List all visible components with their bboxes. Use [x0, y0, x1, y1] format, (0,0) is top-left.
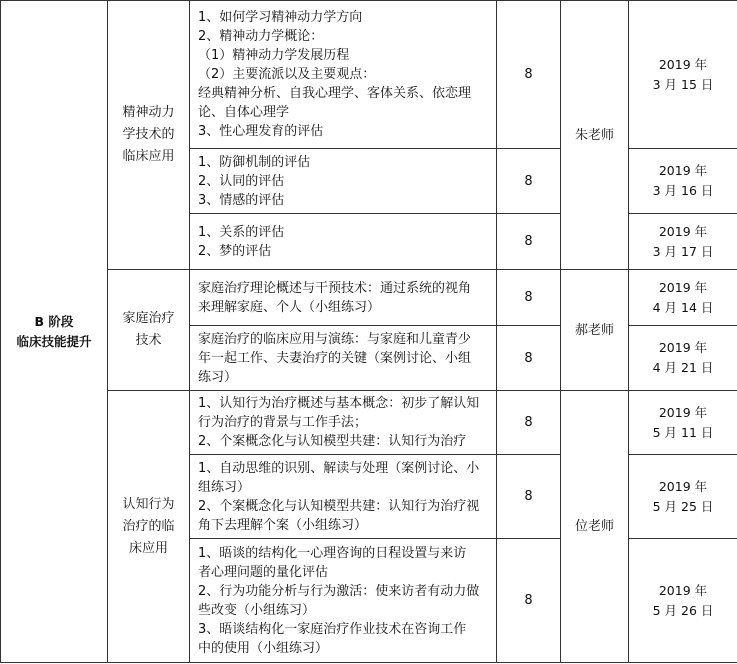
- content-line: 1、认知行为治疗概述与基本概念：初步了解认知: [198, 396, 480, 411]
- content-line: 来理解家庭、个人（小组练习）: [198, 299, 381, 315]
- content-line: 1、关系的评估: [198, 224, 285, 240]
- content-cell: [190, 391, 497, 455]
- date-year: 2019 年: [658, 582, 708, 598]
- content-line: （2）主要流派以及主要观点：: [198, 67, 376, 82]
- date-year: 2019 年: [658, 163, 708, 178]
- date-year: 2019 年: [658, 223, 708, 239]
- content-line: 中的使用（小组练习）: [198, 640, 329, 656]
- course-title-line: 家庭治疗: [122, 311, 175, 326]
- course-title-line: 认知行为: [122, 496, 175, 512]
- date-cell: [629, 391, 737, 455]
- content-line: 些改变（小组练习）: [198, 602, 316, 618]
- course-title-line: 治疗的临: [122, 518, 175, 534]
- date-day: 3 月 16 日: [652, 183, 714, 198]
- date-year: 2019 年: [658, 478, 708, 494]
- content-line: 行为治疗的背景与工作手法；: [198, 415, 368, 430]
- date-cell: [629, 214, 737, 270]
- course-cell: [108, 1, 190, 270]
- content-cell: [190, 455, 497, 539]
- date-cell: [629, 455, 737, 539]
- content-line: 1、晤谈的结构化一心理咨询的日程设置与来访: [198, 545, 467, 561]
- hours-cell: 8: [497, 391, 561, 455]
- content-line: 3、性心理发育的评估: [198, 124, 324, 139]
- date-year: 2019 年: [658, 340, 708, 355]
- date-year: 2019 年: [658, 56, 708, 72]
- course-title-line: 床应用: [128, 540, 168, 556]
- date-day: 3 月 17 日: [652, 243, 714, 259]
- stage-title: 临床技能提升: [16, 333, 92, 349]
- content-line: 家庭治疗的临床应用与演练：与家庭和儿童青少: [198, 331, 472, 347]
- content-cell: [190, 1, 497, 149]
- date-year: 2019 年: [658, 404, 708, 420]
- hours-cell: 8: [497, 214, 561, 270]
- teacher-cell: 位老师: [561, 391, 629, 663]
- content-cell: [190, 326, 497, 391]
- course-title-line: 精神动力: [122, 105, 175, 120]
- date-day: 4 月 14 日: [652, 299, 714, 315]
- hours-cell: 8: [497, 539, 561, 663]
- content-line: （1）精神动力学发展历程: [198, 48, 350, 63]
- date-cell: [629, 326, 737, 391]
- content-line: 3、晤谈结构化一家庭治疗作业技术在咨询工作: [198, 621, 467, 637]
- table-row: [1, 1, 737, 149]
- course-cell: [108, 270, 190, 391]
- content-line: 2、梦的评估: [198, 243, 272, 259]
- content-line: 经典精神分析、自我心理学、客体关系、依恋理: [198, 86, 472, 101]
- content-line: 2、认同的评估: [198, 173, 285, 189]
- date-day: 3 月 15 日: [652, 76, 714, 92]
- date-year: 2019 年: [658, 279, 708, 295]
- date-day: 4 月 21 日: [652, 360, 714, 375]
- course-title-line: 学技术的: [122, 127, 175, 142]
- content-line: 1、自动思维的识别、解读与处理（案例讨论、小: [198, 460, 480, 476]
- hours-cell: 8: [497, 1, 561, 149]
- content-line: 1、防御机制的评估: [198, 154, 311, 170]
- date-day: 5 月 26 日: [652, 602, 714, 618]
- content-line: 练习）: [198, 369, 238, 385]
- content-line: 2、精神动力学概论：: [198, 29, 324, 44]
- hours-cell: 8: [497, 326, 561, 391]
- content-cell: [190, 539, 497, 663]
- course-title-line: 技术: [135, 333, 162, 348]
- date-cell: [629, 270, 737, 326]
- content-line: 者心理问题的量化评估: [198, 564, 329, 580]
- stage-cell: [1, 1, 108, 663]
- date-cell: [629, 539, 737, 663]
- content-line: 2、个案概念化与认知模型共建：认知行为治疗视: [198, 498, 480, 514]
- teacher-cell: 朱老师: [561, 1, 629, 270]
- content-line: 论、自体心理学: [198, 105, 290, 120]
- hours-cell: 8: [497, 270, 561, 326]
- date-cell: [629, 1, 737, 149]
- content-line: 1、如何学习精神动力学方向: [198, 10, 363, 25]
- course-title-line: 临床应用: [122, 149, 175, 164]
- content-line: 年一起工作、夫妻治疗的关键（案例讨论、小组: [198, 350, 472, 366]
- course-cell: [108, 391, 190, 663]
- content-line: 2、个案概念化与认知模型共建：认知行为治疗: [198, 434, 467, 449]
- date-day: 5 月 11 日: [652, 424, 714, 440]
- date-day: 5 月 25 日: [652, 498, 714, 514]
- content-cell: [190, 214, 497, 270]
- content-line: 2、行为功能分析与行为激活：使来访者有动力做: [198, 583, 480, 599]
- hours-cell: 8: [497, 455, 561, 539]
- table-row: [1, 270, 737, 326]
- table-row: [1, 391, 737, 455]
- content-line: 角下去理解个案（小组练习）: [198, 517, 368, 533]
- content-line: 家庭治疗理论概述与干预技术：通过系统的视角: [198, 280, 472, 296]
- content-line: 组练习）: [198, 479, 251, 495]
- content-line: 3、情感的评估: [198, 192, 285, 208]
- stage-label: B 阶段: [34, 313, 74, 329]
- hours-cell: 8: [497, 149, 561, 214]
- date-cell: [629, 149, 737, 214]
- content-cell: [190, 270, 497, 326]
- content-cell: [190, 149, 497, 214]
- teacher-cell: 郝老师: [561, 270, 629, 391]
